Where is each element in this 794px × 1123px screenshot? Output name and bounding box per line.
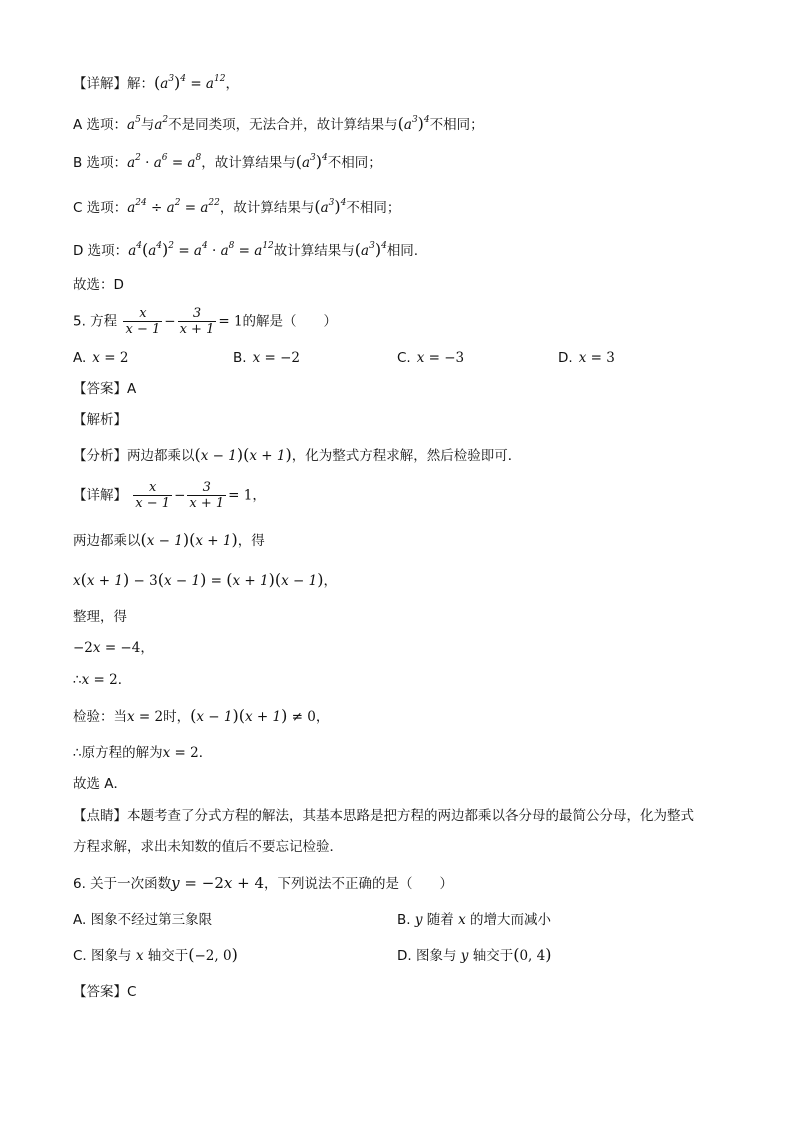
option-c-label: C 选项： (73, 200, 128, 216)
option-d-text2: 相同. (386, 243, 419, 259)
q6-opt-d-pre: D. 图象与 (397, 948, 457, 964)
q5-answer (73, 379, 136, 399)
q6-option-d: D. 图象与 y 轴交于(0, 4) (397, 945, 552, 964)
math-d-a3-4: $(a^3)^4$ (354, 240, 387, 259)
q5-choose: 故选 A． (73, 776, 128, 792)
option-d-text1: 故计算结果与 (273, 243, 355, 259)
q5-conclusion-text: ∴原方程的解为 (73, 745, 163, 761)
option-b-label: B 选项： (73, 155, 128, 171)
option-b-text2: 不相同； (327, 155, 382, 171)
q6-opt-d-post: 轴交于 (472, 948, 514, 964)
math-a5: $a^5$ (127, 115, 141, 133)
option-a-text3: 不相同； (429, 117, 484, 133)
option-b-explanation (73, 152, 382, 173)
option-c-text1: ，故计算结果与 (219, 200, 315, 216)
option-d-explanation (73, 240, 418, 261)
q5-opt-b-label: B. (233, 350, 247, 366)
therefore-symbol: ∴ (73, 672, 82, 688)
q5-comment-line2: 方程求解，求出未知数的值后不要忘记检验． (73, 839, 343, 855)
math-a2: $a^2$ (154, 115, 169, 133)
q5-answer-tag: 【答案】 (73, 381, 127, 397)
detail-line: 【详解】解：$(a^3)^4 = a^{12}$， (73, 73, 239, 92)
math-c-a3-4: $(a^3)^4$ (314, 197, 347, 216)
option-c-explanation (73, 197, 400, 218)
q6-answer-value: C (127, 984, 137, 1000)
detail-tag: 【详解】 (73, 76, 127, 92)
q6-opt-c-post: 轴交于 (147, 948, 189, 964)
detail-fraction-1: $\frac{x}{x - 1}$ (135, 480, 171, 511)
q5-opt-c-label: C. (397, 350, 411, 366)
option-a-label: A 选项： (73, 117, 128, 133)
math-a3-4: $(a^3)^4$ (397, 114, 430, 133)
q5-check-text: 检验：当 (73, 709, 127, 725)
math-b: $a^2 \cdot a^6 = a^8$ (127, 153, 202, 171)
q5-option-c: C. x = −3 (397, 350, 465, 366)
option-a-text2: 不是同类项，无法合并，故计算结果与 (168, 117, 398, 133)
q5-result: ∴x = 2． (73, 672, 132, 688)
q5-expanded-equation: x(x + 1) − 3(x − 1) = (x + 1)(x − 1)， (73, 570, 337, 589)
q5-comment-line1: 本题考查了分式方程的解法，其基本思路是把方程的两边都乘以各分母的最简公分母，化为整式 (127, 808, 694, 824)
question-6 (73, 873, 453, 894)
q5-check: 检验：当x = 2时，(x − 1)(x + 1) ≠ 0， (73, 706, 330, 725)
math-d: $a^4(a^4)^2 = a^4 \cdot a^8 = a^{12}$ (128, 240, 274, 259)
q5-conclusion: ∴原方程的解为x = 2． (73, 745, 213, 761)
q5-suffix: 的解是（ ） (242, 313, 338, 330)
q5-opt-a-label: A. (73, 350, 87, 366)
detail-text: 解： (127, 76, 154, 92)
q5-number: 5. 方程 (73, 313, 118, 330)
detail-math: $(a^3)^4 = a^{12}$ (154, 73, 226, 92)
q5-step1 (73, 530, 265, 551)
q6-answer (73, 982, 136, 1002)
option-a-text1: 与 (140, 117, 155, 133)
math-b-a3-4: $(a^3)^4$ (295, 152, 328, 171)
q6-opt-b-end: 的增大而减小 (470, 912, 552, 928)
question-5: 5. 方程 $\frac{x}{x - 1}$ − $\frac{3}{x + 1}$ = 1的解是（ ） (73, 306, 338, 337)
q5-step1b-text: ，得 (237, 533, 265, 549)
q5-analysis-tag: 【解析】 (73, 412, 127, 428)
q6-answer-tag: 【答案】 (73, 984, 127, 1000)
math-product-2: (x − 1)(x + 1) (140, 530, 238, 549)
q5-fenxi-text1: 两边都乘以 (127, 448, 195, 464)
q6-option-b: B. y 随着 x 的增大而减小 (397, 912, 552, 928)
q6-opt-b-post: 随着 (426, 912, 454, 928)
q5-check2-text: 时， (163, 709, 191, 725)
q5-step2: 整理，得 (73, 609, 127, 625)
q5-option-d: D. x = 3 (558, 350, 615, 366)
option-d-label: D 选项： (73, 243, 129, 259)
math-product: (x − 1)(x + 1) (194, 445, 292, 464)
fraction-3-over-x-plus-1: $\frac{3}{x + 1}$ (179, 306, 215, 337)
q5-detail-tag: 【详解】 (73, 487, 127, 504)
q6-opt-c-pre: C. 图象与 (73, 948, 132, 964)
q5-step1-text: 两边都乘以 (73, 533, 141, 549)
detail-fraction-2: $\frac{3}{x + 1}$ (189, 480, 225, 511)
option-c-text2: 不相同； (346, 200, 401, 216)
q6-option-c: C. 图象与 x 轴交于(−2, 0) (73, 945, 238, 964)
q5-option-b: B. x = −2 (233, 350, 300, 366)
q5-fenxi-text2: ，化为整式方程求解，然后检验即可． (291, 448, 522, 464)
q5-comment-tag: 【点睛】 (73, 808, 127, 824)
q5-detail: 【详解】 $\frac{x}{x - 1}$ − $\frac{3}{x + 1}$ = 1， (73, 480, 266, 511)
q6-function: y = −2x + 4 (171, 874, 264, 892)
q5-option-a: A. x = 2 (73, 350, 129, 366)
q5-simplified: −2x = −4， (73, 640, 154, 656)
q6-suffix: ，下列说法不正确的是（ ） (264, 876, 453, 892)
q5-comment (73, 806, 694, 826)
math-c: $a^{24} \div a^2 = a^{22}$ (127, 198, 220, 216)
q6-number: 6. 关于一次函数 (73, 876, 172, 892)
fraction-x-over-x-minus-1: $\frac{x}{x - 1}$ (125, 306, 161, 337)
q6-option-a: A. 图象不经过第三象限 (73, 912, 213, 928)
q5-opt-d-label: D. (558, 350, 573, 366)
option-b-text1: ，故计算结果与 (201, 155, 296, 171)
q5-fenxi-tag: 【分析】 (73, 448, 127, 464)
option-a-explanation (73, 114, 484, 135)
q5-answer-value: A (127, 381, 137, 397)
q5-fenxi (73, 445, 521, 466)
choose-d: 故选：D (73, 277, 124, 293)
q6-opt-b-pre: B. (397, 912, 411, 928)
